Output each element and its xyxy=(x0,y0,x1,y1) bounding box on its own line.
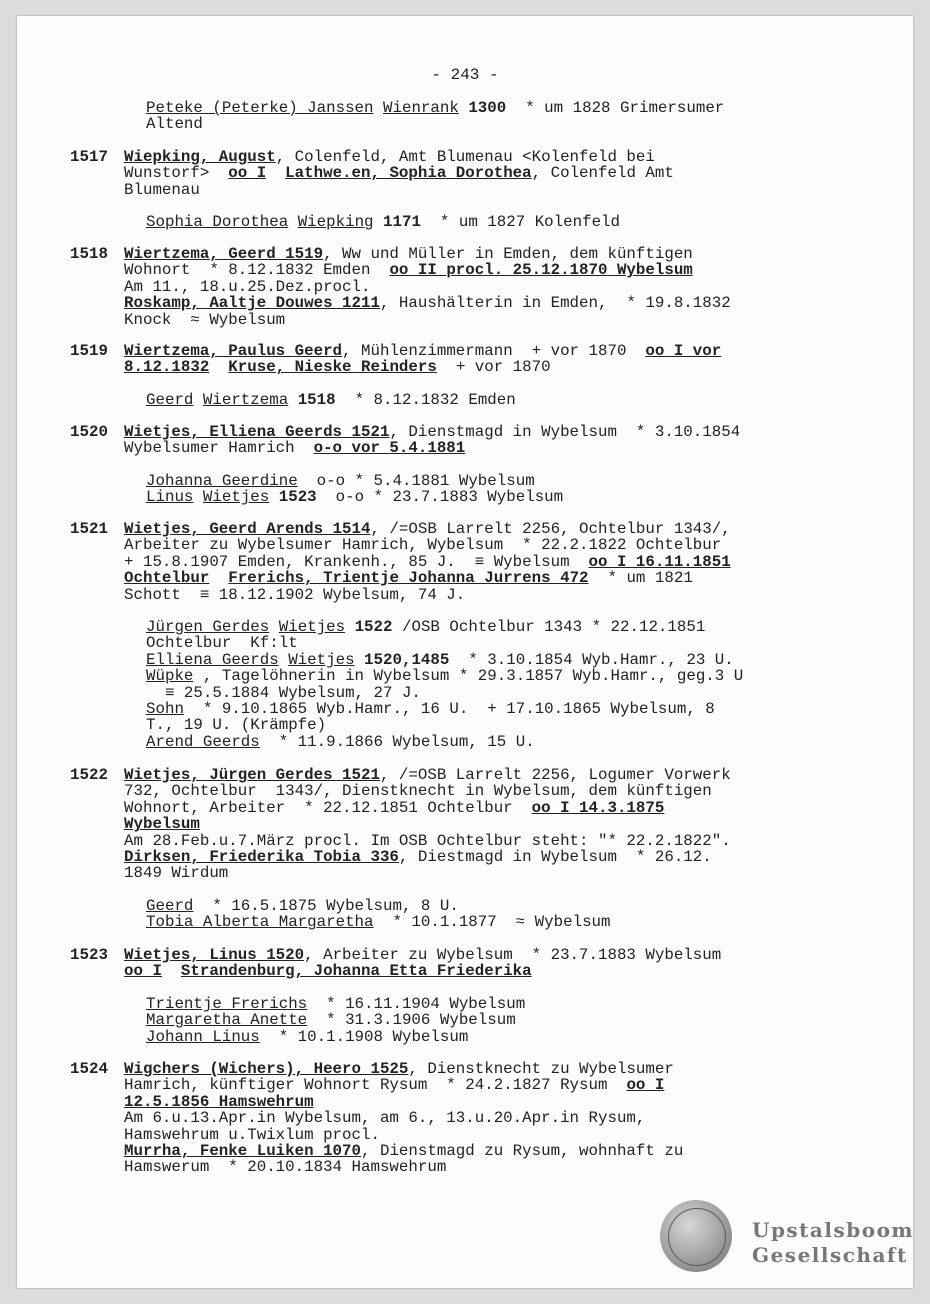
text-segment: * 3.10.1854 Wyb.Hamr., 23 U. xyxy=(449,650,734,669)
entry-lines xyxy=(124,246,850,328)
text-segment: /OSB Ochtelbur 1343 * 22.12.1851 xyxy=(392,618,706,637)
text-segment: * 8.12.1832 Emden xyxy=(335,390,516,409)
text-segment: , Haushälterin in Emden, * 19.8.1832 xyxy=(379,294,731,313)
children-list xyxy=(70,473,850,506)
text-segment: , Tagelöhnerin in Wybelsum * 29.3.1857 Wyb.Hamr., geg.3 U xyxy=(193,667,744,686)
entry-lines xyxy=(124,343,850,376)
text-line xyxy=(124,295,850,311)
children-list xyxy=(70,392,850,408)
entry-number: 1523 xyxy=(70,946,108,964)
text-line xyxy=(146,1012,850,1028)
text-line xyxy=(146,100,850,116)
text-segment: Hamrich, künftiger Wohnort Rysum * 24.2.1827 Rysum xyxy=(124,1076,627,1095)
text-segment xyxy=(288,213,297,231)
name-reference: Frerichs, Trientje Johanna Jurrens 472 xyxy=(228,569,589,588)
child-record xyxy=(146,734,850,750)
text-line xyxy=(146,734,850,750)
text-segment xyxy=(162,962,181,980)
text-line xyxy=(146,914,850,930)
text-segment: , Colenfeld Amt xyxy=(531,164,674,183)
text-segment xyxy=(193,488,202,506)
name-reference: Lathwe.en, Sophia Dorothea xyxy=(285,164,532,183)
text-line xyxy=(146,996,850,1012)
text-segment: Blumenau xyxy=(124,180,200,199)
text-line xyxy=(146,214,850,230)
children-list xyxy=(70,898,850,931)
name-reference: Johann Linus xyxy=(146,1027,260,1046)
name-reference: Wybelsum xyxy=(124,815,200,834)
text-segment xyxy=(209,358,228,376)
text-line xyxy=(146,898,850,914)
text-line xyxy=(124,343,850,359)
text-segment: Am 11., 18.u.25.Dez.procl. xyxy=(124,277,371,296)
text-segment: * 10.1.1877 ≈ Wybelsum xyxy=(373,913,611,932)
name-reference: Wietjes xyxy=(278,618,346,637)
entry-number: 1518 xyxy=(70,245,108,263)
text-segment xyxy=(209,569,228,587)
name-reference: Tobia Alberta Margaretha xyxy=(146,913,374,932)
name-reference: Wietjes xyxy=(288,650,355,669)
children-list xyxy=(70,214,850,230)
text-segment xyxy=(374,213,383,231)
name-reference: Wietjes, Geerd Arends 1514 xyxy=(124,520,371,538)
entry-1522 xyxy=(70,767,850,931)
entry-1519 xyxy=(70,343,850,408)
text-line xyxy=(124,424,850,440)
text-line xyxy=(124,767,850,783)
name-reference: oo I xyxy=(626,1076,665,1095)
text-segment xyxy=(269,488,278,506)
text-segment: 1849 Wirdum xyxy=(124,864,229,883)
text-line xyxy=(124,359,850,375)
entry-lines xyxy=(124,424,850,457)
entry-1520 xyxy=(70,424,850,506)
text-segment: 1518 xyxy=(297,390,336,409)
text-segment: , Dienstmagd zu Rysum, wohnhaft zu xyxy=(361,1142,684,1161)
text-segment: * um 1828 Grimersumer xyxy=(506,99,725,117)
text-segment: Am 6.u.13.Apr.in Wybelsum, am 6., 13.u.20.Apr.in Rysum, xyxy=(124,1109,646,1128)
text-segment: 1520,1485 xyxy=(364,650,450,669)
entry-number: 1522 xyxy=(70,766,108,784)
text-segment: Wybelsumer Hamrich xyxy=(124,439,314,458)
text-segment: 1171 xyxy=(383,213,421,232)
text-segment: Wunstorf> xyxy=(124,164,229,183)
name-reference: Wietjes, Linus 1520 xyxy=(124,946,305,964)
text-line xyxy=(124,947,850,963)
name-reference: Linus xyxy=(146,488,194,507)
text-segment xyxy=(193,391,202,409)
name-reference: Dirksen, Friederika Tobia 336 xyxy=(124,848,399,867)
text-line xyxy=(124,1143,850,1159)
text-line xyxy=(146,652,850,668)
entry-number: 1520 xyxy=(70,423,108,441)
entry-1523 xyxy=(70,947,850,1045)
text-line xyxy=(124,1127,850,1143)
text-line xyxy=(124,440,850,456)
text-line xyxy=(146,1029,850,1045)
name-reference: Trientje Frerichs xyxy=(146,994,308,1013)
child-record xyxy=(146,214,850,230)
entry-1518 xyxy=(70,246,850,328)
child-record xyxy=(146,1012,850,1028)
text-line xyxy=(124,312,850,328)
name-reference: oo I 16.11.1851 xyxy=(588,552,731,571)
text-segment xyxy=(266,164,285,182)
name-reference: Arend Geerds xyxy=(146,732,260,751)
child-record xyxy=(146,392,850,408)
text-segment: , Colenfeld, Amt Blumenau <Kolenfeld bei xyxy=(275,148,655,166)
society-name xyxy=(752,1218,914,1268)
text-segment: , Dienstknecht zu Wybelsumer xyxy=(408,1060,674,1078)
text-line xyxy=(124,537,850,553)
text-segment xyxy=(279,651,288,669)
text-segment: , /=OSB Larrelt 2256, Logumer Vorwerk xyxy=(379,766,731,784)
text-line xyxy=(124,587,850,603)
text-line xyxy=(146,392,850,408)
text-line xyxy=(124,570,850,586)
name-reference: Peteke (Peterke) Janssen xyxy=(146,99,374,117)
entry-lines xyxy=(124,149,850,198)
entry-lines xyxy=(124,1061,850,1176)
text-segment: Ochtelbur Kf:lt xyxy=(146,634,298,653)
text-segment: + 15.8.1907 Emden, Krankenh., 85 J. ≡ Wybelsum xyxy=(124,552,589,571)
text-line xyxy=(124,149,850,165)
text-segment: , Ww und Müller in Emden, dem künftigen xyxy=(323,245,693,263)
child-record xyxy=(146,701,850,734)
text-segment: * 31.3.1906 Wybelsum xyxy=(307,1011,516,1030)
text-segment: 1523 xyxy=(278,488,317,507)
text-line xyxy=(146,489,850,505)
name-reference: Wiepking, August xyxy=(124,148,276,166)
name-reference: Ochtelbur xyxy=(124,569,210,588)
name-reference: o-o vor 5.4.1881 xyxy=(313,439,466,458)
text-segment: * 11.9.1866 Wybelsum, 15 U. xyxy=(259,732,535,751)
text-line xyxy=(124,849,850,865)
text-line xyxy=(124,1094,850,1110)
name-reference: oo II procl. 25.12.1870 Wybelsum xyxy=(389,261,693,280)
text-line xyxy=(146,116,850,132)
text-segment: * 16.11.1904 Wybelsum xyxy=(307,994,526,1013)
text-line xyxy=(124,182,850,198)
text-segment: o-o * 5.4.1881 Wybelsum xyxy=(297,471,535,490)
name-reference: Geerd xyxy=(146,390,194,409)
text-line xyxy=(124,521,850,537)
name-reference: Johanna Geerdine xyxy=(146,471,298,490)
text-line xyxy=(124,865,850,881)
text-segment: Am 28.Feb.u.7.März procl. Im OSB Ochtelbur steht: "* 22.2.1822". xyxy=(124,831,731,850)
text-segment xyxy=(355,651,364,669)
text-segment: ≡ 25.5.1884 Wybelsum, 27 J. xyxy=(146,683,421,702)
text-segment: , Arbeiter zu Wybelsum * 23.7.1883 Wybelsum xyxy=(304,946,722,964)
text-segment xyxy=(459,99,468,117)
text-segment: * um 1821 xyxy=(588,569,693,588)
name-reference: oo I xyxy=(228,164,267,183)
text-segment: 1522 xyxy=(354,618,393,637)
entry-number: 1519 xyxy=(70,342,108,360)
name-reference: Wienrank xyxy=(383,99,459,117)
text-segment: * 16.5.1875 Wybelsum, 8 U. xyxy=(193,896,459,915)
text-line xyxy=(124,1077,850,1093)
text-segment: Knock ≈ Wybelsum xyxy=(124,310,286,329)
text-line xyxy=(146,668,850,684)
name-reference: Wiertzema xyxy=(202,390,289,409)
entry-lines xyxy=(124,521,850,603)
name-reference: Jürgen Gerdes xyxy=(146,618,270,637)
text-line xyxy=(124,783,850,799)
name-reference: Strandenburg, Johanna Etta Friederika xyxy=(180,962,532,981)
text-segment xyxy=(374,99,383,117)
text-segment: , /=OSB Larrelt 2256, Ochtelbur 1343/, xyxy=(370,520,731,538)
name-reference: Sohn xyxy=(146,700,184,719)
text-line xyxy=(124,1159,850,1175)
text-segment: , Dienstmagd in Wybelsum * 3.10.1854 xyxy=(389,423,741,441)
text-segment xyxy=(269,618,278,636)
name-reference: Elliena Geerds xyxy=(146,650,279,669)
text-line xyxy=(124,833,850,849)
text-segment: Arbeiter zu Wybelsumer Hamrich, Wybelsum * 22.2.1822 Ochtelbur xyxy=(124,536,722,555)
text-line xyxy=(124,1061,850,1077)
entry-lines xyxy=(124,767,850,882)
text-segment xyxy=(345,618,354,636)
entry-number: 1517 xyxy=(70,148,108,166)
name-reference: Wiepking xyxy=(297,213,374,232)
text-segment: + vor 1870 xyxy=(436,358,551,377)
name-reference: Kruse, Nieske Reinders xyxy=(228,358,437,377)
entry-1517 xyxy=(70,149,850,231)
text-segment: Wohnort * 8.12.1832 Emden xyxy=(124,261,390,280)
name-reference: Sophia Dorothea xyxy=(146,213,289,232)
text-line xyxy=(146,717,850,733)
text-segment: Wohnort, Arbeiter * 22.12.1851 Ochtelbur xyxy=(124,798,532,817)
child-record xyxy=(146,914,850,930)
child-record xyxy=(146,668,850,701)
text-line xyxy=(124,165,850,181)
text-line xyxy=(146,619,850,635)
name-reference: Wietjes, Jürgen Gerdes 1521 xyxy=(124,766,380,784)
child-record xyxy=(146,898,850,914)
text-segment: o-o * 23.7.1883 Wybelsum xyxy=(316,488,564,507)
entry-number: 1524 xyxy=(70,1060,108,1078)
text-segment: , Diestmagd in Wybelsum * 26.12. xyxy=(398,848,712,867)
name-reference: Wiertzema, Geerd 1519 xyxy=(124,245,324,263)
text-segment: Hamswerum * 20.10.1834 Hamswehrum xyxy=(124,1158,447,1177)
name-reference: Murrha, Fenke Luiken 1070 xyxy=(124,1142,361,1161)
text-line xyxy=(124,262,850,278)
name-reference: Wüpke xyxy=(146,667,194,686)
text-segment: Hamswehrum u.Twixlum procl. xyxy=(124,1125,380,1144)
child-record xyxy=(146,489,850,505)
children-list xyxy=(70,996,850,1045)
child-record xyxy=(146,652,850,668)
text-segment: Altend xyxy=(146,115,203,134)
text-segment: * 10.1.1908 Wybelsum xyxy=(259,1027,469,1046)
entry-continuation xyxy=(70,100,850,133)
name-reference: Wietjes, Elliena Geerds 1521 xyxy=(124,423,390,441)
text-line xyxy=(146,685,850,701)
society-seal-icon xyxy=(660,1200,732,1272)
entry-1521 xyxy=(70,521,850,750)
page-number: - 243 - xyxy=(431,66,499,84)
society-name-line2: Gesellschaft xyxy=(752,1243,908,1267)
name-reference: Wiertzema, Paulus Geerd xyxy=(124,342,343,360)
text-line xyxy=(124,1110,850,1126)
text-line xyxy=(124,963,850,979)
text-line xyxy=(124,279,850,295)
text-line xyxy=(146,635,850,651)
text-segment: * 9.10.1865 Wyb.Hamr., 16 U. + 17.10.1865 Wybelsum, 8 xyxy=(183,700,715,719)
text-line xyxy=(146,473,850,489)
name-reference: oo I 14.3.1875 xyxy=(531,798,665,817)
text-segment: T., 19 U. (Krämpfe) xyxy=(146,716,327,735)
entry-lines xyxy=(146,100,850,133)
text-line xyxy=(124,554,850,570)
text-segment: 732, Ochtelbur 1343/, Dienstknecht in Wybelsum, dem künftigen xyxy=(124,782,712,801)
text-segment: Schott ≡ 18.12.1902 Wybelsum, 74 J. xyxy=(124,585,466,604)
text-line xyxy=(124,800,850,816)
text-segment: * um 1827 Kolenfeld xyxy=(420,213,621,232)
text-line xyxy=(124,246,850,262)
child-record xyxy=(146,619,850,652)
entry-lines xyxy=(124,947,850,980)
text-line xyxy=(124,816,850,832)
text-segment: , Mühlenzimmermann + vor 1870 xyxy=(342,342,646,360)
name-reference: 8.12.1832 xyxy=(124,358,210,377)
entry-1524 xyxy=(70,1061,850,1176)
society-name-line1: Upstalsboom xyxy=(752,1218,915,1242)
children-list xyxy=(70,619,850,750)
text-segment xyxy=(288,391,297,409)
child-record xyxy=(146,996,850,1012)
name-reference: Wigchers (Wichers), Heero 1525 xyxy=(124,1060,409,1078)
name-reference: Margaretha Anette xyxy=(146,1011,308,1030)
child-record xyxy=(146,1029,850,1045)
name-reference: oo I vor xyxy=(645,342,722,360)
entry-number: 1521 xyxy=(70,520,108,538)
name-reference: Geerd xyxy=(146,896,194,915)
name-reference: oo I xyxy=(124,962,162,981)
name-reference: Wietjes xyxy=(202,488,270,507)
text-segment: 1300 xyxy=(468,99,507,117)
name-reference: Roskamp, Aaltje Douwes 1211 xyxy=(124,294,380,313)
child-record xyxy=(146,473,850,489)
name-reference: 12.5.1856 Hamswehrum xyxy=(124,1092,314,1111)
text-line xyxy=(146,701,850,717)
